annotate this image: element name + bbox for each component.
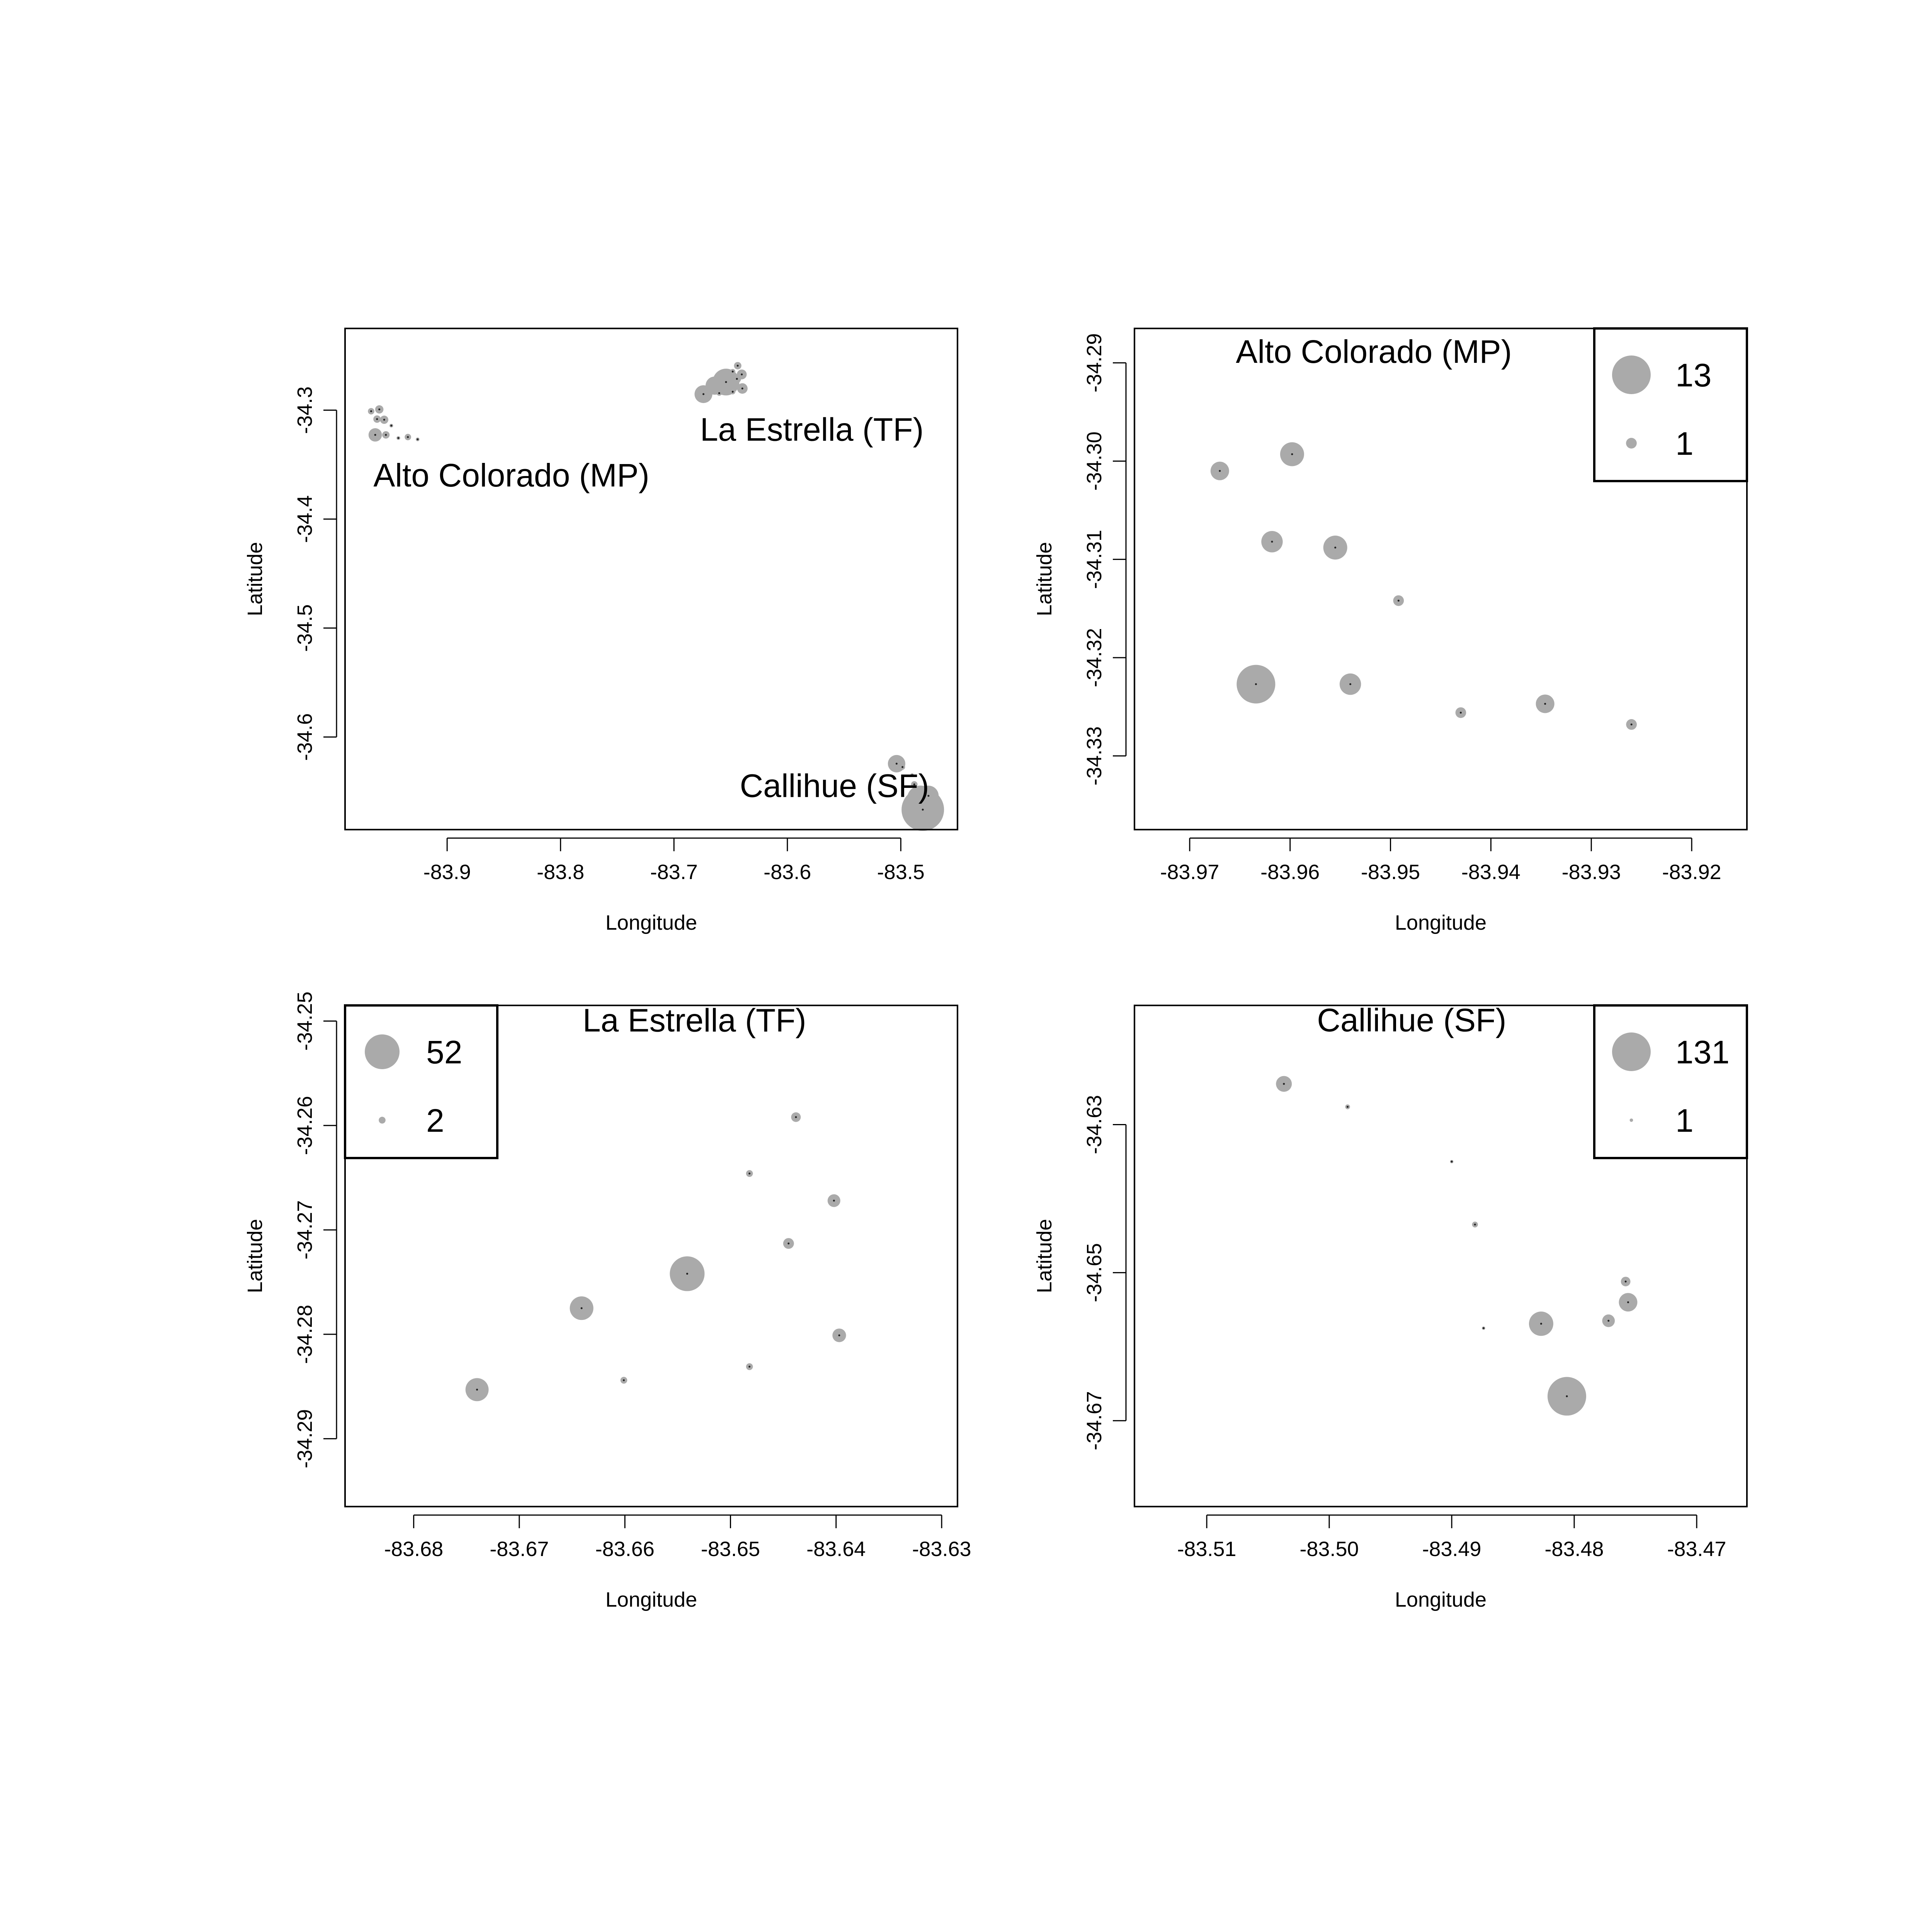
site-label-la-estrella-tf: La Estrella (TF) <box>582 1002 806 1039</box>
data-point-center-0 <box>476 1389 478 1391</box>
legend-box <box>1594 328 1747 481</box>
data-point-center-4 <box>1483 1327 1485 1329</box>
data-point-center-8 <box>1544 703 1546 705</box>
data-point-center-10 <box>702 393 704 395</box>
site-label-callihue-sf: Callihue (SF) <box>740 767 929 804</box>
data-point-center-3 <box>1334 547 1336 549</box>
x-tick-label: -83.67 <box>490 1537 549 1561</box>
data-point-center-20 <box>896 763 898 765</box>
data-point-center-8 <box>407 436 409 438</box>
legend-symbol <box>379 1117 386 1124</box>
x-tick-label: -83.48 <box>1544 1537 1604 1561</box>
legend-box <box>345 1005 497 1158</box>
y-tick-label: -34.29 <box>1083 333 1106 393</box>
x-tick-label: -83.49 <box>1422 1537 1481 1561</box>
data-point-center-1 <box>1291 453 1293 455</box>
y-tick-label: -34.30 <box>1083 431 1106 491</box>
y-tick-label: -34.63 <box>1083 1095 1106 1155</box>
legend-label: 52 <box>426 1034 463 1070</box>
site-label-alto-colorado-mp: Alto Colorado (MP) <box>1236 333 1512 370</box>
data-point-center-7 <box>397 437 399 439</box>
data-point-center-7 <box>1460 712 1462 714</box>
y-axis-title: Latitude <box>1033 542 1056 616</box>
data-point-center-12 <box>725 381 727 383</box>
legend-label: 131 <box>1675 1034 1730 1070</box>
y-tick-label: -34.28 <box>293 1304 316 1364</box>
data-point-center-4 <box>748 1173 750 1175</box>
x-tick-label: -83.8 <box>537 861 585 884</box>
x-tick-label: -83.63 <box>912 1537 971 1561</box>
y-tick-label: -34.3 <box>293 386 316 434</box>
data-point-center-13 <box>718 392 720 394</box>
legend <box>1594 328 1747 481</box>
data-point-center-2 <box>376 418 378 420</box>
x-tick-label: -83.47 <box>1667 1537 1726 1561</box>
legend-label: 1 <box>1675 1102 1694 1139</box>
data-point-center-3 <box>383 419 385 421</box>
y-tick-label: -34.31 <box>1083 530 1106 589</box>
site-label-la-estrella-tf: La Estrella (TF) <box>700 411 924 448</box>
y-tick-label: -34.33 <box>1083 726 1106 786</box>
data-point-center-7 <box>787 1243 789 1245</box>
x-tick-label: -83.51 <box>1177 1537 1236 1561</box>
y-axis-title: Latitude <box>243 1219 267 1293</box>
x-tick-label: -83.50 <box>1299 1537 1359 1561</box>
x-tick-label: -83.93 <box>1561 861 1621 884</box>
data-point-center-26 <box>922 809 924 811</box>
data-point-center-6 <box>385 434 387 436</box>
y-tick-label: -34.27 <box>293 1200 316 1260</box>
data-point-center-14 <box>732 371 734 372</box>
data-point-center-5 <box>1255 683 1257 685</box>
y-tick-label: -34.4 <box>293 495 316 543</box>
legend <box>1594 1005 1747 1158</box>
x-tick-label: -83.95 <box>1361 861 1420 884</box>
data-point-center-2 <box>1271 541 1273 543</box>
y-tick-label: -34.32 <box>1083 628 1106 687</box>
data-point-center-0 <box>370 410 372 412</box>
legend-symbol <box>1612 355 1651 394</box>
x-tick-label: -83.6 <box>764 861 811 884</box>
x-tick-label: -83.9 <box>423 861 471 884</box>
legend-label: 13 <box>1675 357 1712 393</box>
data-point-center-0 <box>1219 470 1221 472</box>
data-point-center-6 <box>795 1116 797 1118</box>
legend-symbol <box>1630 1119 1633 1122</box>
x-tick-label: -83.5 <box>877 861 925 884</box>
y-tick-label: -34.29 <box>293 1409 316 1468</box>
legend-symbol <box>1626 438 1637 449</box>
data-point-center-1 <box>378 408 380 410</box>
y-tick-label: -34.5 <box>293 604 316 652</box>
x-axis-title: Longitude <box>605 911 697 934</box>
y-tick-label: -34.6 <box>293 713 316 761</box>
data-point-center-3 <box>1474 1224 1476 1226</box>
data-point-center-15 <box>732 391 734 393</box>
x-tick-label: -83.97 <box>1160 861 1219 884</box>
legend-label: 2 <box>426 1102 444 1139</box>
legend-label: 1 <box>1675 425 1694 462</box>
data-point-center-5 <box>1540 1323 1542 1325</box>
legend-box <box>1594 1005 1747 1158</box>
data-point-center-6 <box>1566 1395 1568 1397</box>
data-point-center-9 <box>417 439 418 440</box>
data-point-center-7 <box>1607 1320 1609 1322</box>
data-point-center-1 <box>581 1307 583 1309</box>
x-tick-label: -83.7 <box>650 861 698 884</box>
data-point-center-0 <box>1283 1083 1285 1085</box>
data-point-center-17 <box>736 378 738 380</box>
y-axis-title: Latitude <box>1033 1219 1056 1293</box>
y-tick-label: -34.67 <box>1083 1391 1106 1451</box>
data-point-center-5 <box>748 1366 750 1367</box>
data-point-center-3 <box>623 1379 625 1381</box>
data-point-center-4 <box>390 425 392 427</box>
data-point-center-8 <box>833 1200 835 1202</box>
x-axis-title: Longitude <box>605 1588 697 1611</box>
x-axis-title: Longitude <box>1395 911 1487 934</box>
data-point-center-9 <box>1627 1301 1629 1303</box>
data-point-center-6 <box>1349 683 1351 685</box>
x-tick-label: -83.92 <box>1662 861 1721 884</box>
legend-symbol <box>1612 1032 1651 1071</box>
site-label-callihue-sf: Callihue (SF) <box>1317 1002 1507 1039</box>
x-tick-label: -83.65 <box>701 1537 760 1561</box>
legend-symbol <box>365 1034 400 1069</box>
x-tick-label: -83.96 <box>1260 861 1320 884</box>
data-point-center-8 <box>1625 1281 1627 1282</box>
data-point-center-1 <box>1347 1106 1349 1108</box>
y-tick-label: -34.26 <box>293 1096 316 1155</box>
x-axis-title: Longitude <box>1395 1588 1487 1611</box>
data-point-center-18 <box>741 373 743 375</box>
data-point-center-2 <box>686 1273 688 1275</box>
y-tick-label: -34.65 <box>1083 1243 1106 1303</box>
data-point-center-5 <box>374 434 376 436</box>
data-point-center-16 <box>737 365 739 367</box>
x-tick-label: -83.94 <box>1461 861 1520 884</box>
data-point-center-9 <box>838 1334 840 1336</box>
y-tick-label: -34.25 <box>293 991 316 1051</box>
legend <box>345 1005 497 1158</box>
data-point-center-2 <box>1451 1161 1453 1163</box>
x-tick-label: -83.64 <box>806 1537 866 1561</box>
x-tick-label: -83.68 <box>384 1537 444 1561</box>
data-point-center-4 <box>1398 600 1400 602</box>
data-point-center-19 <box>742 388 743 389</box>
data-point-center-9 <box>1631 723 1633 725</box>
y-axis-title: Latitude <box>243 542 267 616</box>
site-label-alto-colorado-mp: Alto Colorado (MP) <box>373 457 650 493</box>
x-tick-label: -83.66 <box>595 1537 655 1561</box>
